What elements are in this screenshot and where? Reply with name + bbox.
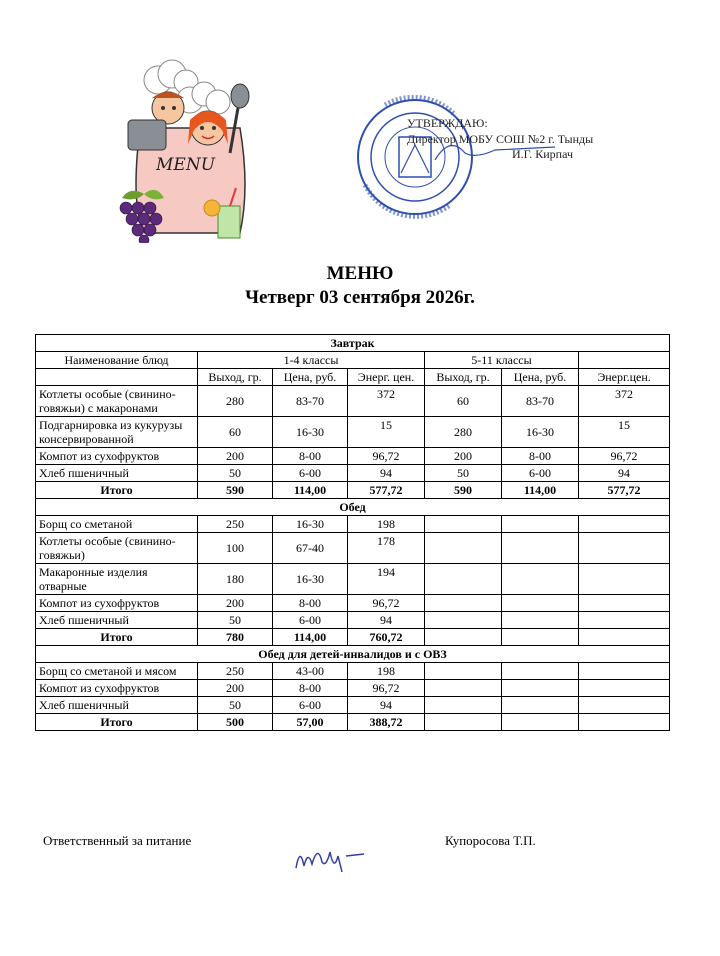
total-label: Итого (36, 482, 198, 499)
footer-person-name: Купоросова Т.П. (445, 833, 536, 848)
column-header-name: Наименование блюд (36, 352, 198, 369)
total-cell: 114,00 (273, 482, 348, 499)
group-header-1-4: 1-4 классы (198, 352, 425, 369)
responsible-signature (290, 838, 370, 878)
cell: 8-00 (273, 595, 348, 612)
table-row (36, 465, 670, 482)
section-title: Обед для детей-инвалидов и с ОВЗ (36, 646, 670, 663)
approval-stamp-block (355, 95, 615, 220)
dish-name: Хлеб пшеничный (36, 697, 198, 714)
total-label: Итого (36, 629, 198, 646)
cell: 180 (198, 564, 273, 595)
total-label: Итого (36, 714, 198, 731)
page-subtitle-date: Четверг 03 сентября 2026г. (245, 287, 475, 308)
total-cell: 114,00 (273, 629, 348, 646)
empty-cell (579, 564, 670, 595)
dish-name: Борщ со сметаной (36, 516, 198, 533)
empty-cell (502, 697, 579, 714)
cell: 15 (348, 417, 425, 448)
approval-line-1: УТВЕРЖДАЮ: (407, 116, 488, 130)
empty-cell (579, 533, 670, 564)
dish-name: Макаронные изделия отварные (36, 564, 198, 595)
total-cell: 114,00 (502, 482, 579, 499)
subheader-cell: Выход, гр. (198, 369, 273, 386)
cell: 96,72 (579, 448, 670, 465)
cell: 94 (348, 465, 425, 482)
table-row (36, 448, 670, 465)
school-seal-stamp (355, 95, 615, 220)
subheader-cell: Энерг.цен. (579, 369, 670, 386)
dish-name: Хлеб пшеничный (36, 465, 198, 482)
section-header-lunch (36, 499, 670, 516)
table-row (36, 663, 670, 680)
subheader-cell: Цена, руб. (273, 369, 348, 386)
cell: 96,72 (348, 680, 425, 697)
cell: 94 (348, 697, 425, 714)
total-row-special (36, 714, 670, 731)
empty-cell (502, 564, 579, 595)
group-header-empty (579, 352, 670, 369)
empty-cell (425, 629, 502, 646)
total-cell: 590 (425, 482, 502, 499)
cell: 8-00 (502, 448, 579, 465)
subheader-cell: Цена, руб. (502, 369, 579, 386)
cell: 194 (348, 564, 425, 595)
group-header-row (36, 352, 670, 369)
empty-cell (425, 516, 502, 533)
cell: 96,72 (348, 448, 425, 465)
cell: 94 (348, 612, 425, 629)
subheader-cell: Выход, гр. (425, 369, 502, 386)
total-cell: 388,72 (348, 714, 425, 731)
section-header-breakfast (36, 335, 670, 352)
footer-responsible-label: Ответственный за питание (43, 833, 192, 848)
approval-line-3: И.Г. Кирпач (512, 147, 573, 161)
cell: 6-00 (273, 697, 348, 714)
total-row-lunch (36, 629, 670, 646)
cell: 83-70 (273, 386, 348, 417)
empty-cell (502, 612, 579, 629)
cell: 8-00 (273, 680, 348, 697)
menu-logo-illustration (100, 58, 270, 243)
table-row (36, 417, 670, 448)
total-cell: 500 (198, 714, 273, 731)
cell: 50 (198, 612, 273, 629)
table-row (36, 595, 670, 612)
dish-name: Борщ со сметаной и мясом (36, 663, 198, 680)
cell: 200 (198, 448, 273, 465)
dish-name: Котлеты особые (свинино- говяжьи) (36, 533, 198, 564)
cell: 60 (425, 386, 502, 417)
empty-cell (502, 533, 579, 564)
cell: 372 (579, 386, 670, 417)
cell: 50 (425, 465, 502, 482)
cell: 16-30 (273, 564, 348, 595)
cell: 94 (579, 465, 670, 482)
cell: 6-00 (273, 465, 348, 482)
subheader-cell: Энерг. цен. (348, 369, 425, 386)
cell: 50 (198, 697, 273, 714)
total-cell: 590 (198, 482, 273, 499)
cell: 6-00 (273, 612, 348, 629)
dish-name: Хлеб пшеничный (36, 612, 198, 629)
empty-cell (425, 533, 502, 564)
group-header-5-11: 5-11 классы (425, 352, 579, 369)
table-row (36, 516, 670, 533)
cell: 178 (348, 533, 425, 564)
cell: 67-40 (273, 533, 348, 564)
total-row-breakfast (36, 482, 670, 499)
empty-cell (425, 663, 502, 680)
cell: 372 (348, 386, 425, 417)
empty-cell (425, 564, 502, 595)
empty-cell (579, 697, 670, 714)
page-title: МЕНЮ (326, 263, 394, 284)
empty-cell (579, 714, 670, 731)
cell: 198 (348, 516, 425, 533)
empty-cell (425, 714, 502, 731)
section-title: Завтрак (36, 335, 670, 352)
cell: 280 (425, 417, 502, 448)
subheader-empty (36, 369, 198, 386)
cell: 16-30 (502, 417, 579, 448)
menu-table (35, 334, 670, 731)
cell: 200 (425, 448, 502, 465)
empty-cell (502, 595, 579, 612)
svg-text:MENU: MENU (156, 155, 216, 175)
approval-line-2: Директор МОБУ СОШ №2 г. Тынды (407, 132, 594, 146)
empty-cell (502, 680, 579, 697)
cell: 200 (198, 680, 273, 697)
table-row (36, 680, 670, 697)
table-row (36, 386, 670, 417)
cell: 50 (198, 465, 273, 482)
empty-cell (502, 714, 579, 731)
cell: 6-00 (502, 465, 579, 482)
table-row (36, 533, 670, 564)
table-row (36, 697, 670, 714)
subheader-row (36, 369, 670, 386)
empty-cell (425, 680, 502, 697)
total-cell: 760,72 (348, 629, 425, 646)
cell: 15 (579, 417, 670, 448)
dish-name: Компот из сухофруктов (36, 448, 198, 465)
cell: 83-70 (502, 386, 579, 417)
empty-cell (579, 516, 670, 533)
empty-cell (502, 663, 579, 680)
cell: 16-30 (273, 417, 348, 448)
cell: 60 (198, 417, 273, 448)
cell: 250 (198, 516, 273, 533)
dish-name: Компот из сухофруктов (36, 595, 198, 612)
cell: 200 (198, 595, 273, 612)
dish-name: Котлеты особые (свинино-говяжьи) с макаронами (36, 386, 198, 417)
empty-cell (502, 516, 579, 533)
cell: 96,72 (348, 595, 425, 612)
section-header-special (36, 646, 670, 663)
empty-cell (579, 663, 670, 680)
table-row (36, 612, 670, 629)
cell: 43-00 (273, 663, 348, 680)
empty-cell (579, 629, 670, 646)
cell: 250 (198, 663, 273, 680)
cell: 16-30 (273, 516, 348, 533)
table-row (36, 564, 670, 595)
dish-name: Подгарнировка из кукурузы консервированной (36, 417, 198, 448)
empty-cell (579, 595, 670, 612)
cell: 8-00 (273, 448, 348, 465)
empty-cell (425, 612, 502, 629)
empty-cell (425, 595, 502, 612)
empty-cell (579, 612, 670, 629)
empty-cell (425, 697, 502, 714)
section-title: Обед (36, 499, 670, 516)
cell: 198 (348, 663, 425, 680)
total-cell: 780 (198, 629, 273, 646)
cell: 100 (198, 533, 273, 564)
total-cell: 577,72 (579, 482, 670, 499)
empty-cell (502, 629, 579, 646)
cell: 280 (198, 386, 273, 417)
total-cell: 577,72 (348, 482, 425, 499)
total-cell: 57,00 (273, 714, 348, 731)
dish-name: Компот из сухофруктов (36, 680, 198, 697)
empty-cell (579, 680, 670, 697)
